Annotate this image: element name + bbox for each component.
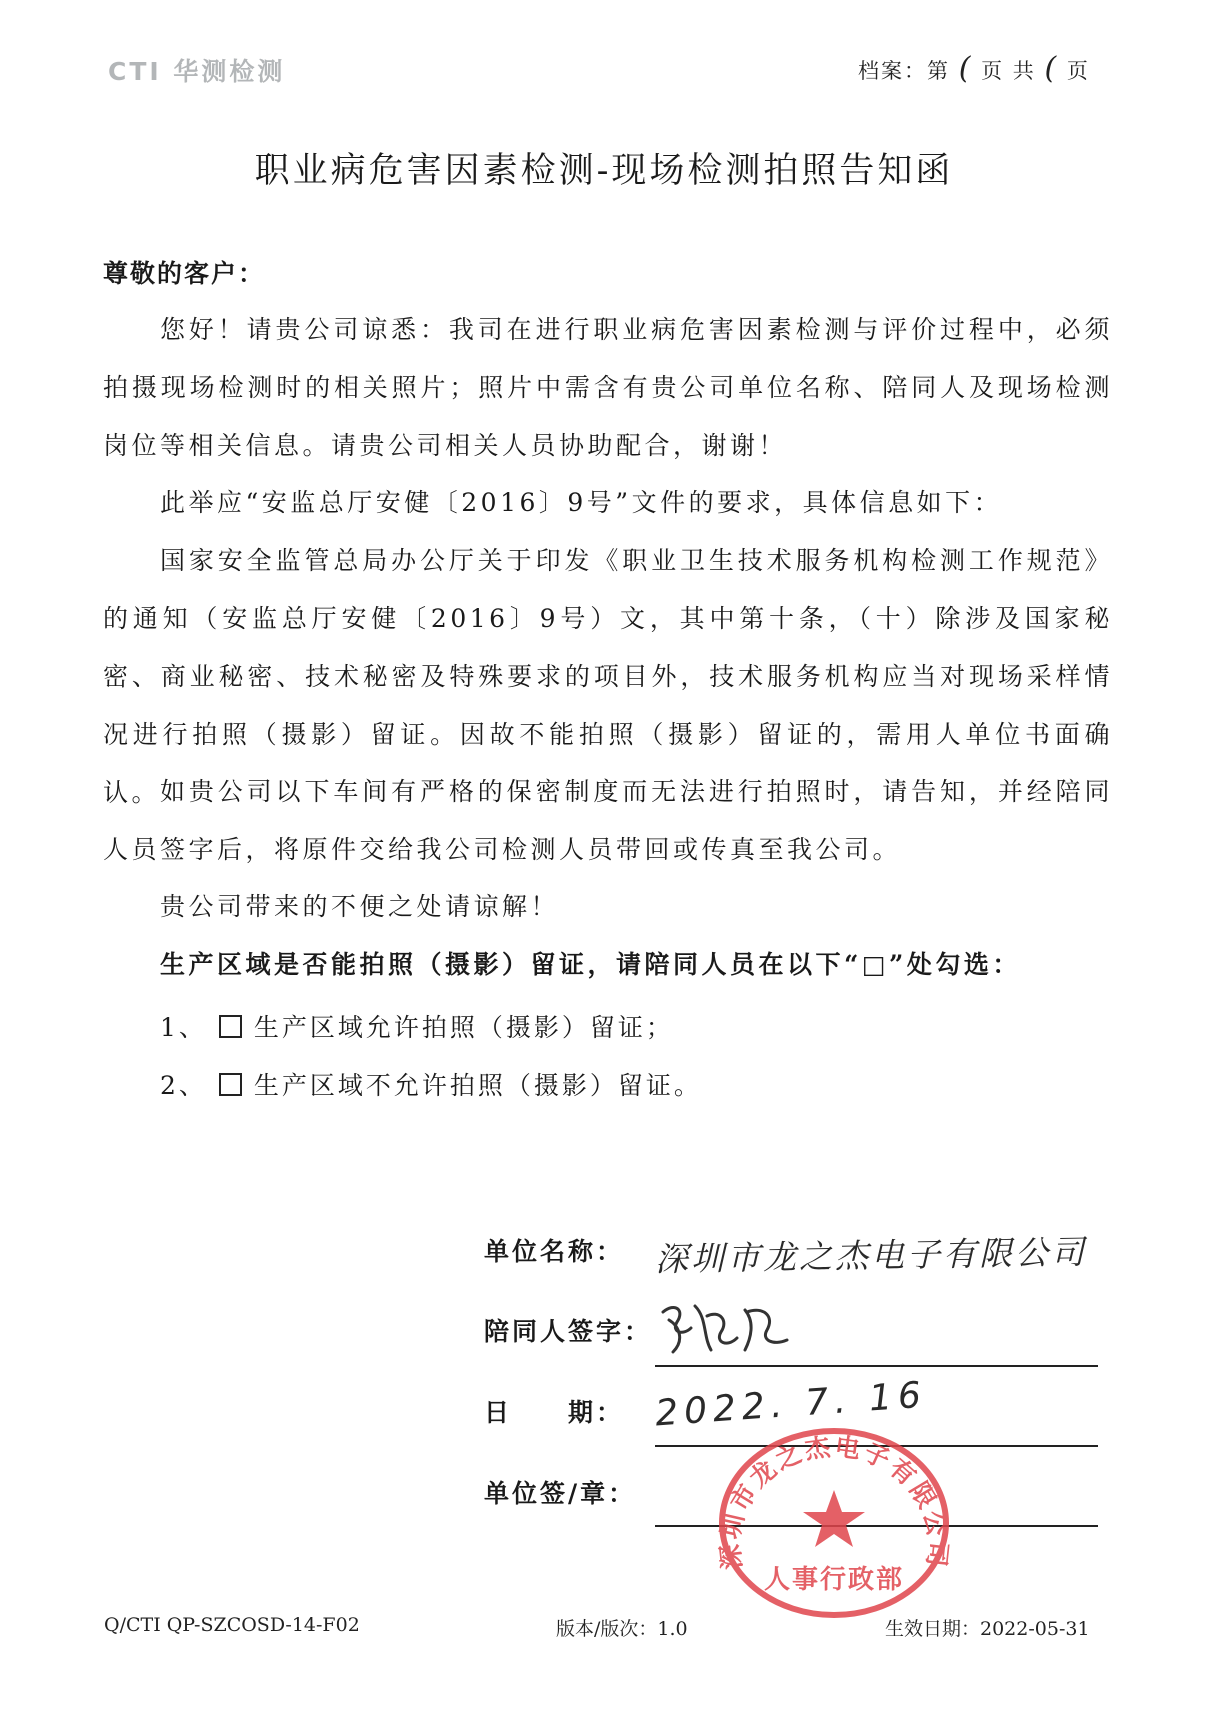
- option-disallow: [160, 1066, 702, 1102]
- option-number: 2、: [160, 1071, 207, 1100]
- footer-doc-code: Q/CTI QP-SZCOSD-14-F02: [104, 1614, 360, 1636]
- stamp-inner-text: 人事行政部: [763, 1565, 905, 1595]
- company-logo: CTI 华测检测: [108, 57, 286, 86]
- paragraph-confidential: 如贵公司以下车间有严格的保密制度而无法进行拍照时，请告知，并经陪同人员签字后，将原件交给我公司检测人员带回或传真至我公司。: [103, 777, 1113, 864]
- stamp-outer-text: 深圳市龙之杰电子有限公司: [715, 1431, 953, 1571]
- option-label: 生产区域允许拍照（摄影）留证；: [253, 1013, 674, 1042]
- archive-page-mark: (: [958, 51, 973, 86]
- companion-signature-line: [655, 1365, 1098, 1367]
- option-allow-checkbox[interactable]: [219, 1015, 242, 1038]
- paragraph-basis: 此举应“安监总厅安健〔2016〕9号”文件的要求，具体信息如下：: [160, 488, 1003, 517]
- company-seal-stamp: [704, 1418, 964, 1618]
- option-disallow-checkbox[interactable]: [219, 1073, 242, 1096]
- document-title: 职业病危害因素检测-现场检测拍照告知函: [254, 151, 954, 191]
- paragraph-intro: 您好！请贵公司谅悉：我司在进行职业病危害因素检测与评价过程中，必须拍摄现场检测时的相关照片；照片中需含有贵公司单位名称、陪同人及现场检测岗位等相关信息。请贵公司相关人员协助配合，谢谢！: [103, 315, 1113, 460]
- option-allow: [160, 1008, 674, 1044]
- archive-number: [858, 51, 1090, 86]
- companion-signature: [655, 1292, 805, 1362]
- archive-total-text: 页: [1066, 59, 1090, 83]
- archive-label: 档案：第: [858, 59, 950, 83]
- date-label: 日 期：: [484, 1398, 625, 1427]
- paragraph-apology: 贵公司带来的不便之处请谅解！: [160, 892, 560, 921]
- paragraph-instruction: 生产区域是否能拍照（摄影）留证，请陪同人员在以下“□”处勾选：: [160, 950, 1021, 979]
- option-number: 1、: [160, 1013, 207, 1042]
- option-label: 生产区域不允许拍照（摄影）留证。: [253, 1071, 702, 1100]
- greeting: 尊敬的客户：: [103, 259, 266, 288]
- archive-page-text: 页 共: [981, 59, 1036, 83]
- seal-label: 单位签/章：: [484, 1479, 637, 1508]
- date-handwriting: 2022. 7. 16: [653, 1374, 929, 1435]
- footer-version: 版本/版次：1.0: [556, 1618, 688, 1640]
- paragraph-regulation: 国家安全监管总局办公厅关于印发《职业卫生技术服务机构检测工作规范》的通知（安监总厅安健〔2016〕9号）文，其中第十条，（十）除涉及国家秘密、商业秘密、技术秘密及特殊要求的项目外，技术服务机构应当对现场采样情况进行拍照（摄影）留证。因故不能拍照（摄影）留证的，需用人单位书面确认。: [103, 546, 1113, 807]
- unit-name-handwriting: 深圳市龙之杰电子有限公司: [654, 1232, 1088, 1279]
- companion-signature-label: 陪同人签字：: [484, 1317, 653, 1346]
- archive-total-mark: (: [1044, 51, 1059, 86]
- footer-effective-date: 生效日期：2022-05-31: [885, 1618, 1090, 1640]
- unit-name-label: 单位名称：: [484, 1237, 625, 1266]
